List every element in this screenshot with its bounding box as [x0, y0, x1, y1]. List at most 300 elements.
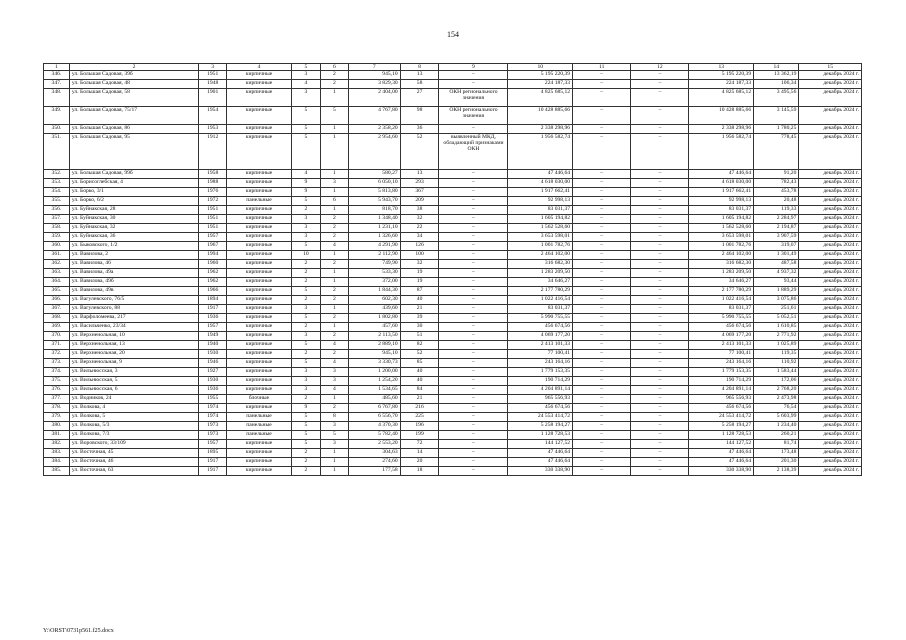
deadline-cell: декабрь 2024 г.: [799, 404, 862, 413]
entrances-cell: 2: [320, 314, 348, 323]
table-row: [44, 449, 862, 458]
total-area-cell: 818,70: [348, 206, 400, 215]
floors-cell: 5: [291, 242, 320, 251]
cost-per-unit-cell: 2 768,20: [754, 386, 799, 395]
column-11-cell: –: [573, 287, 631, 296]
year-built-cell: 1936: [199, 386, 227, 395]
table-row: [44, 332, 862, 341]
column-12-cell: –: [631, 242, 689, 251]
total-area-cell: 1 802,80: [348, 314, 400, 323]
wall-material-cell: кирпичные: [227, 458, 292, 467]
table-row: [44, 341, 862, 350]
cost-sum-cell: 5 258 194,27: [689, 422, 754, 431]
cost-per-unit-cell: 1 583,44: [754, 368, 799, 377]
row-number-cell: 385.: [44, 467, 70, 476]
column-number-2: 2: [69, 64, 198, 71]
entrances-cell: 3: [320, 368, 348, 377]
status-note-cell: –: [439, 413, 508, 422]
total-area-cell: 2 404,00: [348, 89, 400, 107]
table-row: [44, 197, 862, 206]
row-number-cell: 376.: [44, 386, 70, 395]
address-cell: ул. Восточная, 63: [69, 467, 198, 476]
column-11-cell: –: [573, 395, 631, 404]
entrances-cell: 2: [320, 350, 348, 359]
total-area-cell: 1 231,10: [348, 224, 400, 233]
wall-material-cell: панельные: [227, 422, 292, 431]
status-note-cell: ОКН регионального значения: [439, 89, 508, 107]
row-number-cell: 383.: [44, 449, 70, 458]
cost-sum-cell: 456 674,56: [689, 323, 754, 332]
wall-material-cell: кирпичные: [227, 386, 292, 395]
total-area-cell: 372,00: [348, 278, 400, 287]
total-area-cell: 5 782,40: [348, 431, 400, 440]
floors-cell: 5: [291, 431, 320, 440]
floors-cell: 3: [291, 368, 320, 377]
table-row: [44, 125, 862, 134]
entrances-cell: 2: [320, 71, 348, 80]
residents-cell: 21: [400, 305, 439, 314]
column-number-11: 11: [573, 64, 631, 71]
column-11-cell: –: [573, 134, 631, 170]
year-built-cell: 1940: [199, 341, 227, 350]
entrances-cell: 1: [320, 89, 348, 107]
floors-cell: 2: [291, 467, 320, 476]
column-11-cell: –: [573, 422, 631, 431]
cost-total-cell: 1 779 153,35: [508, 368, 573, 377]
row-number-cell: 364.: [44, 278, 70, 287]
status-note-cell: –: [439, 359, 508, 368]
row-number-cell: 351.: [44, 134, 70, 170]
column-11-cell: –: [573, 377, 631, 386]
cost-total-cell: 83 031,37: [508, 305, 573, 314]
deadline-cell: декабрь 2024 г.: [799, 458, 862, 467]
column-12-cell: –: [631, 386, 689, 395]
column-11-cell: –: [573, 458, 631, 467]
column-12-cell: –: [631, 125, 689, 134]
column-12-cell: –: [631, 404, 689, 413]
cost-sum-cell: 4 825 685,12: [689, 89, 754, 107]
address-cell: ул. Вагулевского, 88: [69, 305, 198, 314]
table-row: [44, 440, 862, 449]
residents-cell: 30: [400, 323, 439, 332]
table-row: [44, 386, 862, 395]
entrances-cell: 1: [320, 458, 348, 467]
address-cell: ул. Волкова, 7/3: [69, 431, 198, 440]
total-area-cell: 2 112,90: [348, 251, 400, 260]
column-11-cell: –: [573, 332, 631, 341]
address-cell: ул. Волкова, 4: [69, 404, 198, 413]
year-built-cell: 1917: [199, 458, 227, 467]
table-row: [44, 395, 862, 404]
total-area-cell: 6 050,10: [348, 179, 400, 188]
wall-material-cell: кирпичные: [227, 170, 292, 179]
deadline-cell: декабрь 2024 г.: [799, 188, 862, 197]
floors-cell: 2: [291, 296, 320, 305]
cost-total-cell: 5 195 220,39: [508, 71, 573, 80]
cost-per-unit-cell: 106,34: [754, 80, 799, 89]
row-number-cell: 370.: [44, 332, 70, 341]
year-built-cell: 1930: [199, 377, 227, 386]
row-number-cell: 372.: [44, 350, 70, 359]
row-number-cell: 352.: [44, 170, 70, 179]
cost-per-unit-cell: 119,35: [754, 350, 799, 359]
row-number-cell: 373.: [44, 359, 70, 368]
address-cell: ул. Вильнюсская, 5: [69, 377, 198, 386]
column-12-cell: –: [631, 314, 689, 323]
row-number-cell: 377.: [44, 395, 70, 404]
floors-cell: 9: [291, 179, 320, 188]
column-12-cell: –: [631, 431, 689, 440]
cost-total-cell: 92 998,13: [508, 197, 573, 206]
column-number-row: [44, 64, 862, 71]
column-12-cell: –: [631, 233, 689, 242]
deadline-cell: декабрь 2024 г.: [799, 359, 862, 368]
year-built-cell: 1973: [199, 422, 227, 431]
total-area-cell: 6 556,70: [348, 413, 400, 422]
cost-sum-cell: 10 428 885,66: [689, 107, 754, 125]
deadline-cell: декабрь 2024 г.: [799, 305, 862, 314]
total-area-cell: 5 813,80: [348, 188, 400, 197]
residents-cell: 14: [400, 449, 439, 458]
wall-material-cell: кирпичные: [227, 314, 292, 323]
residents-cell: 58: [400, 80, 439, 89]
wall-material-cell: кирпичные: [227, 287, 292, 296]
wall-material-cell: кирпичные: [227, 125, 292, 134]
address-cell: ул. Большая Садовая, 86: [69, 125, 198, 134]
column-11-cell: –: [573, 107, 631, 125]
column-11-cell: –: [573, 341, 631, 350]
table-row: [44, 251, 862, 260]
cost-total-cell: 1 917 662,41: [508, 188, 573, 197]
floors-cell: 4: [291, 80, 320, 89]
status-note-cell: –: [439, 386, 508, 395]
floors-cell: 3: [291, 305, 320, 314]
year-built-cell: 1988: [199, 179, 227, 188]
wall-material-cell: кирпичные: [227, 449, 292, 458]
deadline-cell: декабрь 2024 г.: [799, 125, 862, 134]
deadline-cell: декабрь 2024 г.: [799, 287, 862, 296]
total-area-cell: 439,60: [348, 305, 400, 314]
status-note-cell: –: [439, 305, 508, 314]
entrances-cell: 1: [320, 305, 348, 314]
year-built-cell: 1951: [199, 215, 227, 224]
column-12-cell: –: [631, 305, 689, 314]
wall-material-cell: кирпичные: [227, 71, 292, 80]
status-note-cell: –: [439, 188, 508, 197]
total-area-cell: 2 358,20: [348, 125, 400, 134]
floors-cell: 5: [291, 359, 320, 368]
deadline-cell: декабрь 2024 г.: [799, 89, 862, 107]
cost-total-cell: 83 031,37: [508, 206, 573, 215]
column-12-cell: –: [631, 458, 689, 467]
table-row: [44, 368, 862, 377]
total-area-cell: 580,27: [348, 170, 400, 179]
row-number-cell: 367.: [44, 305, 70, 314]
status-note-cell: –: [439, 287, 508, 296]
cost-per-unit-cell: 5 603,99: [754, 413, 799, 422]
cost-total-cell: 10 428 885,66: [508, 107, 573, 125]
residents-cell: 52: [400, 350, 439, 359]
status-note-cell: –: [439, 350, 508, 359]
row-number-cell: 353.: [44, 179, 70, 188]
cost-per-unit-cell: 81,74: [754, 440, 799, 449]
address-cell: ул. Буйнакская, 32: [69, 224, 198, 233]
year-built-cell: 1917: [199, 305, 227, 314]
cost-total-cell: 456 674,56: [508, 404, 573, 413]
cost-per-unit-cell: 2 473,98: [754, 395, 799, 404]
wall-material-cell: кирпичные: [227, 404, 292, 413]
cost-per-unit-cell: 172,06: [754, 377, 799, 386]
column-11-cell: –: [573, 314, 631, 323]
total-area-cell: 2 954,60: [348, 134, 400, 170]
floors-cell: 5: [291, 341, 320, 350]
column-11-cell: –: [573, 350, 631, 359]
wall-material-cell: кирпичные: [227, 467, 292, 476]
column-12-cell: –: [631, 440, 689, 449]
year-built-cell: 1967: [199, 242, 227, 251]
status-note-cell: –: [439, 170, 508, 179]
cost-total-cell: 47 446,64: [508, 170, 573, 179]
wall-material-cell: кирпичные: [227, 251, 292, 260]
floors-cell: 3: [291, 224, 320, 233]
wall-material-cell: кирпичные: [227, 242, 292, 251]
floors-cell: 5: [291, 107, 320, 125]
wall-material-cell: блочные: [227, 395, 292, 404]
floors-cell: 2: [291, 323, 320, 332]
total-area-cell: 1 534,65: [348, 386, 400, 395]
entrances-cell: 1: [320, 467, 348, 476]
entrances-cell: 4: [320, 341, 348, 350]
total-area-cell: 1 348,40: [348, 215, 400, 224]
wall-material-cell: кирпичные: [227, 377, 292, 386]
cost-per-unit-cell: 3 495,56: [754, 89, 799, 107]
total-area-cell: 2 113,50: [348, 332, 400, 341]
status-note-cell: –: [439, 206, 508, 215]
cost-per-unit-cell: 3 907,59: [754, 233, 799, 242]
wall-material-cell: кирпичные: [227, 224, 292, 233]
cost-per-unit-cell: 93,44: [754, 278, 799, 287]
cost-per-unit-cell: 487,58: [754, 260, 799, 269]
residents-cell: 209: [400, 197, 439, 206]
address-cell: ул. Верхненольная, 10: [69, 332, 198, 341]
column-12-cell: –: [631, 467, 689, 476]
address-cell: ул. Большая Садовая, 39б: [69, 71, 198, 80]
column-12-cell: –: [631, 206, 689, 215]
address-cell: ул. Быковского, 1/2: [69, 242, 198, 251]
column-number-4: 4: [227, 64, 292, 71]
column-11-cell: –: [573, 368, 631, 377]
row-number-cell: 360.: [44, 242, 70, 251]
status-note-cell: –: [439, 125, 508, 134]
year-built-cell: 1976: [199, 188, 227, 197]
cost-total-cell: 5 990 755,55: [508, 314, 573, 323]
cost-sum-cell: 4 204 891,14: [689, 386, 754, 395]
floors-cell: 3: [291, 233, 320, 242]
deadline-cell: декабрь 2024 г.: [799, 80, 862, 89]
column-12-cell: –: [631, 377, 689, 386]
address-cell: ул. Большая Садовая, 58: [69, 89, 198, 107]
column-number-5: 5: [291, 64, 320, 71]
wall-material-cell: кирпичные: [227, 233, 292, 242]
wall-material-cell: панельные: [227, 197, 292, 206]
row-number-cell: 382.: [44, 440, 70, 449]
cost-total-cell: 243 164,16: [508, 359, 573, 368]
row-number-cell: 361.: [44, 251, 70, 260]
row-number-cell: 354.: [44, 188, 70, 197]
status-note-cell: –: [439, 233, 508, 242]
cost-total-cell: 965 556,93: [508, 395, 573, 404]
deadline-cell: декабрь 2024 г.: [799, 368, 862, 377]
floors-cell: 5: [291, 440, 320, 449]
entrances-cell: 2: [320, 287, 348, 296]
floors-cell: 3: [291, 332, 320, 341]
cost-per-unit-cell: 2 284,97: [754, 215, 799, 224]
status-note-cell: –: [439, 251, 508, 260]
table-row: [44, 278, 862, 287]
entrances-cell: 1: [320, 278, 348, 287]
cost-per-unit-cell: 778,45: [754, 134, 799, 170]
wall-material-cell: кирпичные: [227, 260, 292, 269]
deadline-cell: декабрь 2024 г.: [799, 440, 862, 449]
deadline-cell: декабрь 2024 г.: [799, 134, 862, 170]
total-area-cell: 2 553,20: [348, 440, 400, 449]
deadline-cell: декабрь 2024 г.: [799, 422, 862, 431]
column-12-cell: –: [631, 368, 689, 377]
residents-cell: 13: [400, 170, 439, 179]
total-area-cell: 1 200,00: [348, 368, 400, 377]
deadline-cell: декабрь 2024 г.: [799, 206, 862, 215]
row-number-cell: 369.: [44, 323, 70, 332]
column-12-cell: –: [631, 215, 689, 224]
row-number-cell: 381.: [44, 431, 70, 440]
row-number-cell: 380.: [44, 422, 70, 431]
column-12-cell: –: [631, 71, 689, 80]
total-area-cell: 5 943,70: [348, 197, 400, 206]
column-number-3: 3: [199, 64, 227, 71]
row-number-cell: 350.: [44, 125, 70, 134]
floors-cell: 5: [291, 413, 320, 422]
cost-sum-cell: 1 128 728,53: [689, 431, 754, 440]
status-note-cell: выявленный МКД, обладающий признаками ОКН: [439, 134, 508, 170]
entrances-cell: 6: [320, 197, 348, 206]
cost-total-cell: 2 413 101,33: [508, 341, 573, 350]
address-cell: ул. Вавилова, 46: [69, 260, 198, 269]
deadline-cell: декабрь 2024 г.: [799, 215, 862, 224]
year-built-cell: 1958: [199, 170, 227, 179]
cost-per-unit-cell: 1 025,89: [754, 341, 799, 350]
cost-sum-cell: 1 605 194,82: [689, 215, 754, 224]
status-note-cell: –: [439, 395, 508, 404]
status-note-cell: –: [439, 242, 508, 251]
residents-cell: 34: [400, 233, 439, 242]
address-cell: ул. Буйнакская, 36: [69, 233, 198, 242]
year-built-cell: 1957: [199, 233, 227, 242]
column-11-cell: –: [573, 440, 631, 449]
wall-material-cell: кирпичные: [227, 368, 292, 377]
cost-sum-cell: 92 998,13: [689, 197, 754, 206]
table-row: [44, 431, 862, 440]
entrances-cell: 2: [320, 332, 348, 341]
residents-cell: 72: [400, 440, 439, 449]
table-row: [44, 215, 862, 224]
entrances-cell: 2: [320, 296, 348, 305]
column-12-cell: –: [631, 260, 689, 269]
residents-cell: 19: [400, 278, 439, 287]
entrances-cell: 3: [320, 179, 348, 188]
status-note-cell: –: [439, 278, 508, 287]
floors-cell: 3: [291, 215, 320, 224]
table-row: [44, 170, 862, 179]
address-cell: ул. Варфоломеева, 217: [69, 314, 198, 323]
floors-cell: 5: [291, 197, 320, 206]
cost-sum-cell: 330 338,90: [689, 467, 754, 476]
floors-cell: 2: [291, 269, 320, 278]
address-cell: ул. Вавилова, 49в: [69, 287, 198, 296]
cost-sum-cell: 5 990 755,55: [689, 314, 754, 323]
wall-material-cell: кирпичные: [227, 350, 292, 359]
year-built-cell: 1973: [199, 431, 227, 440]
cost-sum-cell: 190 714,29: [689, 377, 754, 386]
column-11-cell: –: [573, 197, 631, 206]
entrances-cell: 1: [320, 251, 348, 260]
residents-cell: 32: [400, 260, 439, 269]
table-row: [44, 71, 862, 80]
row-number-cell: 357.: [44, 215, 70, 224]
column-11-cell: –: [573, 296, 631, 305]
column-11-cell: –: [573, 449, 631, 458]
table-row: [44, 314, 862, 323]
entrances-cell: 4: [320, 359, 348, 368]
status-note-cell: –: [439, 368, 508, 377]
entrances-cell: 2: [320, 404, 348, 413]
cost-per-unit-cell: 1 889,29: [754, 287, 799, 296]
cost-sum-cell: 34 646,27: [689, 278, 754, 287]
column-12-cell: –: [631, 341, 689, 350]
wall-material-cell: кирпичные: [227, 134, 292, 170]
wall-material-cell: кирпичные: [227, 80, 292, 89]
floors-cell: 2: [291, 449, 320, 458]
floors-cell: 5: [291, 422, 320, 431]
address-cell: ул. Верхненольная, 9: [69, 359, 198, 368]
address-cell: ул. Борисоглебская, 4: [69, 179, 198, 188]
cost-per-unit-cell: 3 075,86: [754, 296, 799, 305]
row-number-cell: 374.: [44, 368, 70, 377]
address-cell: ул. Буйнакская, 30: [69, 215, 198, 224]
column-number-10: 10: [508, 64, 573, 71]
wall-material-cell: кирпичные: [227, 296, 292, 305]
total-area-cell: 749,90: [348, 260, 400, 269]
cost-sum-cell: 4 069 177,20: [689, 332, 754, 341]
entrances-cell: 3: [320, 422, 348, 431]
deadline-cell: декабрь 2024 г.: [799, 413, 862, 422]
column-11-cell: –: [573, 179, 631, 188]
wall-material-cell: кирпичные: [227, 323, 292, 332]
cost-per-unit-cell: 453,78: [754, 188, 799, 197]
total-area-cell: 2 889,10: [348, 341, 400, 350]
column-12-cell: –: [631, 179, 689, 188]
deadline-cell: декабрь 2024 г.: [799, 341, 862, 350]
cost-per-unit-cell: 1 301,49: [754, 251, 799, 260]
status-note-cell: –: [439, 449, 508, 458]
floors-cell: 5: [291, 287, 320, 296]
cost-per-unit-cell: 251,61: [754, 305, 799, 314]
residents-cell: 19: [400, 269, 439, 278]
column-11-cell: –: [573, 71, 631, 80]
year-built-cell: 1894: [199, 296, 227, 305]
year-built-cell: 1972: [199, 197, 227, 206]
total-area-cell: 945,10: [348, 350, 400, 359]
year-built-cell: 1953: [199, 125, 227, 134]
